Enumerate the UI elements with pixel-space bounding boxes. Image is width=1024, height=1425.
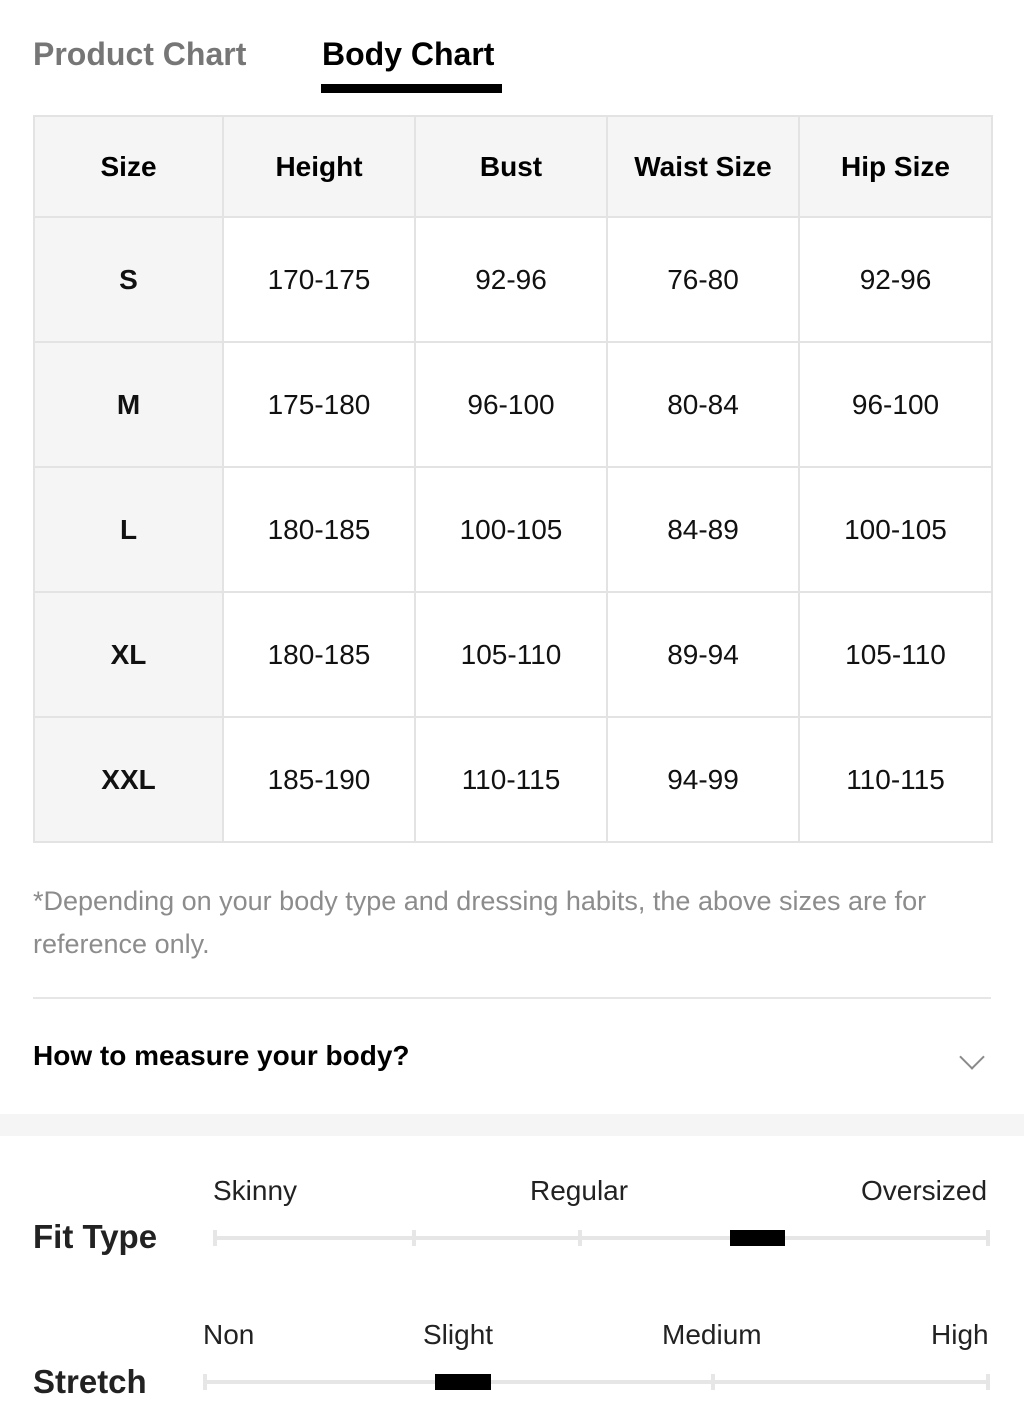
hip-cell: 110-115 xyxy=(799,717,992,842)
hip-cell: 92-96 xyxy=(799,217,992,342)
how-to-measure-accordion[interactable] xyxy=(33,1000,991,1114)
waist-cell: 89-94 xyxy=(607,592,799,717)
table-row xyxy=(34,217,992,342)
size-cell: S xyxy=(34,217,223,342)
bust-cell: 96-100 xyxy=(415,342,607,467)
how-to-measure-title: How to measure your body? xyxy=(33,1040,410,1071)
waist-cell: 76-80 xyxy=(607,217,799,342)
bust-cell: 105-110 xyxy=(415,592,607,717)
fit-label-oversized: Oversized xyxy=(861,1175,988,1206)
fit-tick xyxy=(412,1230,416,1246)
height-cell: 180-185 xyxy=(223,467,415,592)
header-bust: Bust xyxy=(415,116,607,217)
table-row xyxy=(34,592,992,717)
hip-cell: 100-105 xyxy=(799,467,992,592)
bust-cell: 110-115 xyxy=(415,717,607,842)
divider xyxy=(33,997,991,999)
table-header-row xyxy=(34,116,992,217)
height-cell: 175-180 xyxy=(223,342,415,467)
stretch-meter xyxy=(0,1305,1024,1415)
stretch-tick xyxy=(711,1374,715,1390)
stretch-tick xyxy=(986,1374,990,1390)
hip-cell: 105-110 xyxy=(799,592,992,717)
stretch-label-non: Non xyxy=(203,1319,255,1350)
chart-tabs xyxy=(33,0,993,100)
height-cell: 170-175 xyxy=(223,217,415,342)
stretch-label-medium: Medium xyxy=(662,1319,762,1350)
bust-cell: 92-96 xyxy=(415,217,607,342)
stretch-label-slight: Slight xyxy=(423,1319,494,1350)
height-cell: 185-190 xyxy=(223,717,415,842)
tab-body-chart[interactable]: Body Chart xyxy=(322,36,495,72)
waist-cell: 94-99 xyxy=(607,717,799,842)
size-cell: L xyxy=(34,467,223,592)
stretch-title: Stretch xyxy=(33,1363,147,1400)
fit-type-title: Fit Type xyxy=(33,1218,158,1255)
fit-type-indicator xyxy=(730,1230,785,1246)
table-row xyxy=(34,717,992,842)
fit-tick xyxy=(578,1230,582,1246)
fit-tick xyxy=(986,1230,990,1246)
stretch-track xyxy=(204,1380,990,1384)
tab-product-chart[interactable]: Product Chart xyxy=(33,36,247,72)
stretch-label-high: High xyxy=(931,1319,989,1350)
waist-cell: 84-89 xyxy=(607,467,799,592)
size-disclaimer: *Depending on your body type and dressing habits, the above sizes are for reference only. xyxy=(33,886,927,959)
height-cell: 180-185 xyxy=(223,592,415,717)
size-cell: XXL xyxy=(34,717,223,842)
size-cell: XL xyxy=(34,592,223,717)
size-table xyxy=(33,115,993,843)
size-cell: M xyxy=(34,342,223,467)
fit-label-skinny: Skinny xyxy=(213,1175,298,1206)
active-tab-underline xyxy=(321,84,502,93)
bust-cell: 100-105 xyxy=(415,467,607,592)
header-size: Size xyxy=(34,116,223,217)
table-row xyxy=(34,342,992,467)
waist-cell: 80-84 xyxy=(607,342,799,467)
fit-label-regular: Regular xyxy=(530,1175,629,1206)
section-separator xyxy=(0,1114,1024,1136)
fit-track xyxy=(214,1236,990,1240)
table-row xyxy=(34,467,992,592)
header-hip-size: Hip Size xyxy=(799,116,992,217)
stretch-indicator xyxy=(435,1374,491,1390)
header-waist-size: Waist Size xyxy=(607,116,799,217)
header-height: Height xyxy=(223,116,415,217)
chevron-down-icon[interactable] xyxy=(959,1044,984,1069)
fit-type-meter xyxy=(0,1160,1024,1270)
stretch-tick xyxy=(203,1374,207,1390)
fit-tick xyxy=(213,1230,217,1246)
hip-cell: 96-100 xyxy=(799,342,992,467)
